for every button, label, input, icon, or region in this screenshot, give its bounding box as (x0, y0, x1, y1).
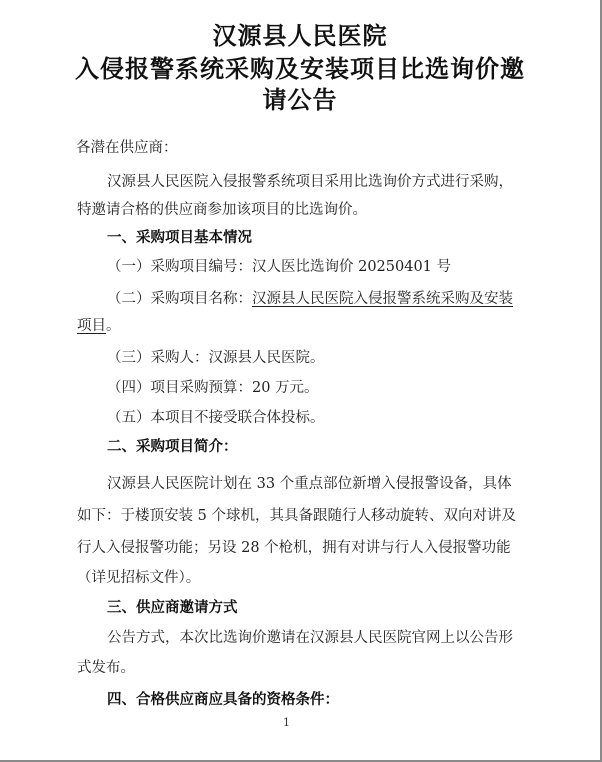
salutation: 各潜在供应商： (76, 140, 178, 156)
section-2-line-1: 汉源县人民医院计划在 33 个重点部位新增入侵报警设备，具体 (107, 476, 512, 492)
page-number: 1 (283, 716, 290, 729)
section-2-heading: 二、采购项目简介： (107, 439, 238, 455)
intro-line-2: 特邀请合格的供应商参加该项目的比选询价。 (77, 202, 367, 218)
section-1-heading: 一、采购项目基本情况 (107, 230, 252, 246)
document-title-line-1: 汉源县人民医院 (212, 22, 388, 50)
intro-line-1: 汉源县人民医院入侵报警系统项目采用比选询价方式进行采购， (107, 174, 513, 190)
section-3-line-1: 公告方式，本次比选询价邀请在汉源县人民医院官网上以公告形 (107, 630, 513, 646)
section-3-line-2: 式发布。 (77, 660, 135, 676)
section-4-heading: 四、合格供应商应具备的资格条件： (107, 692, 339, 708)
section-2-line-2: 如下：于楼顶安装 5 个球机，其具备跟随行人移动旋转、双向对讲及 (77, 508, 516, 524)
section-1-item-2-line-2 (77, 316, 121, 336)
section-3-heading: 三、供应商邀请方式 (107, 600, 238, 616)
section-1-item-1: （一）采购项目编号：汉人医比选询价 20250401 号 (107, 259, 452, 275)
project-name-part-1: 汉源县人民医院入侵报警系统采购及安装 (252, 291, 513, 307)
section-1-item-3: （三）采购人：汉源县人民医院。 (107, 350, 325, 366)
project-name-part-2: 项目 (77, 318, 106, 334)
section-1-item-4: （四）项目采购预算：20 万元。 (107, 380, 319, 396)
document-title-line-2: 入侵报警系统采购及安装项目比选询价邀 (75, 55, 525, 83)
section-2-line-4: （详见招标文件）。 (77, 570, 201, 586)
document-title-line-3: 请公告 (262, 86, 338, 114)
section-2-line-3: 行人入侵报警功能；另设 28 个枪机，拥有对讲与行人入侵报警功能 (77, 540, 511, 556)
item-2-prefix: （二）采购项目名称： (107, 291, 252, 307)
section-1-item-5: （五）本项目不接受联合体投标。 (107, 410, 325, 426)
item-2-suffix: 。 (106, 318, 121, 334)
section-1-item-2-line-1 (107, 289, 513, 309)
